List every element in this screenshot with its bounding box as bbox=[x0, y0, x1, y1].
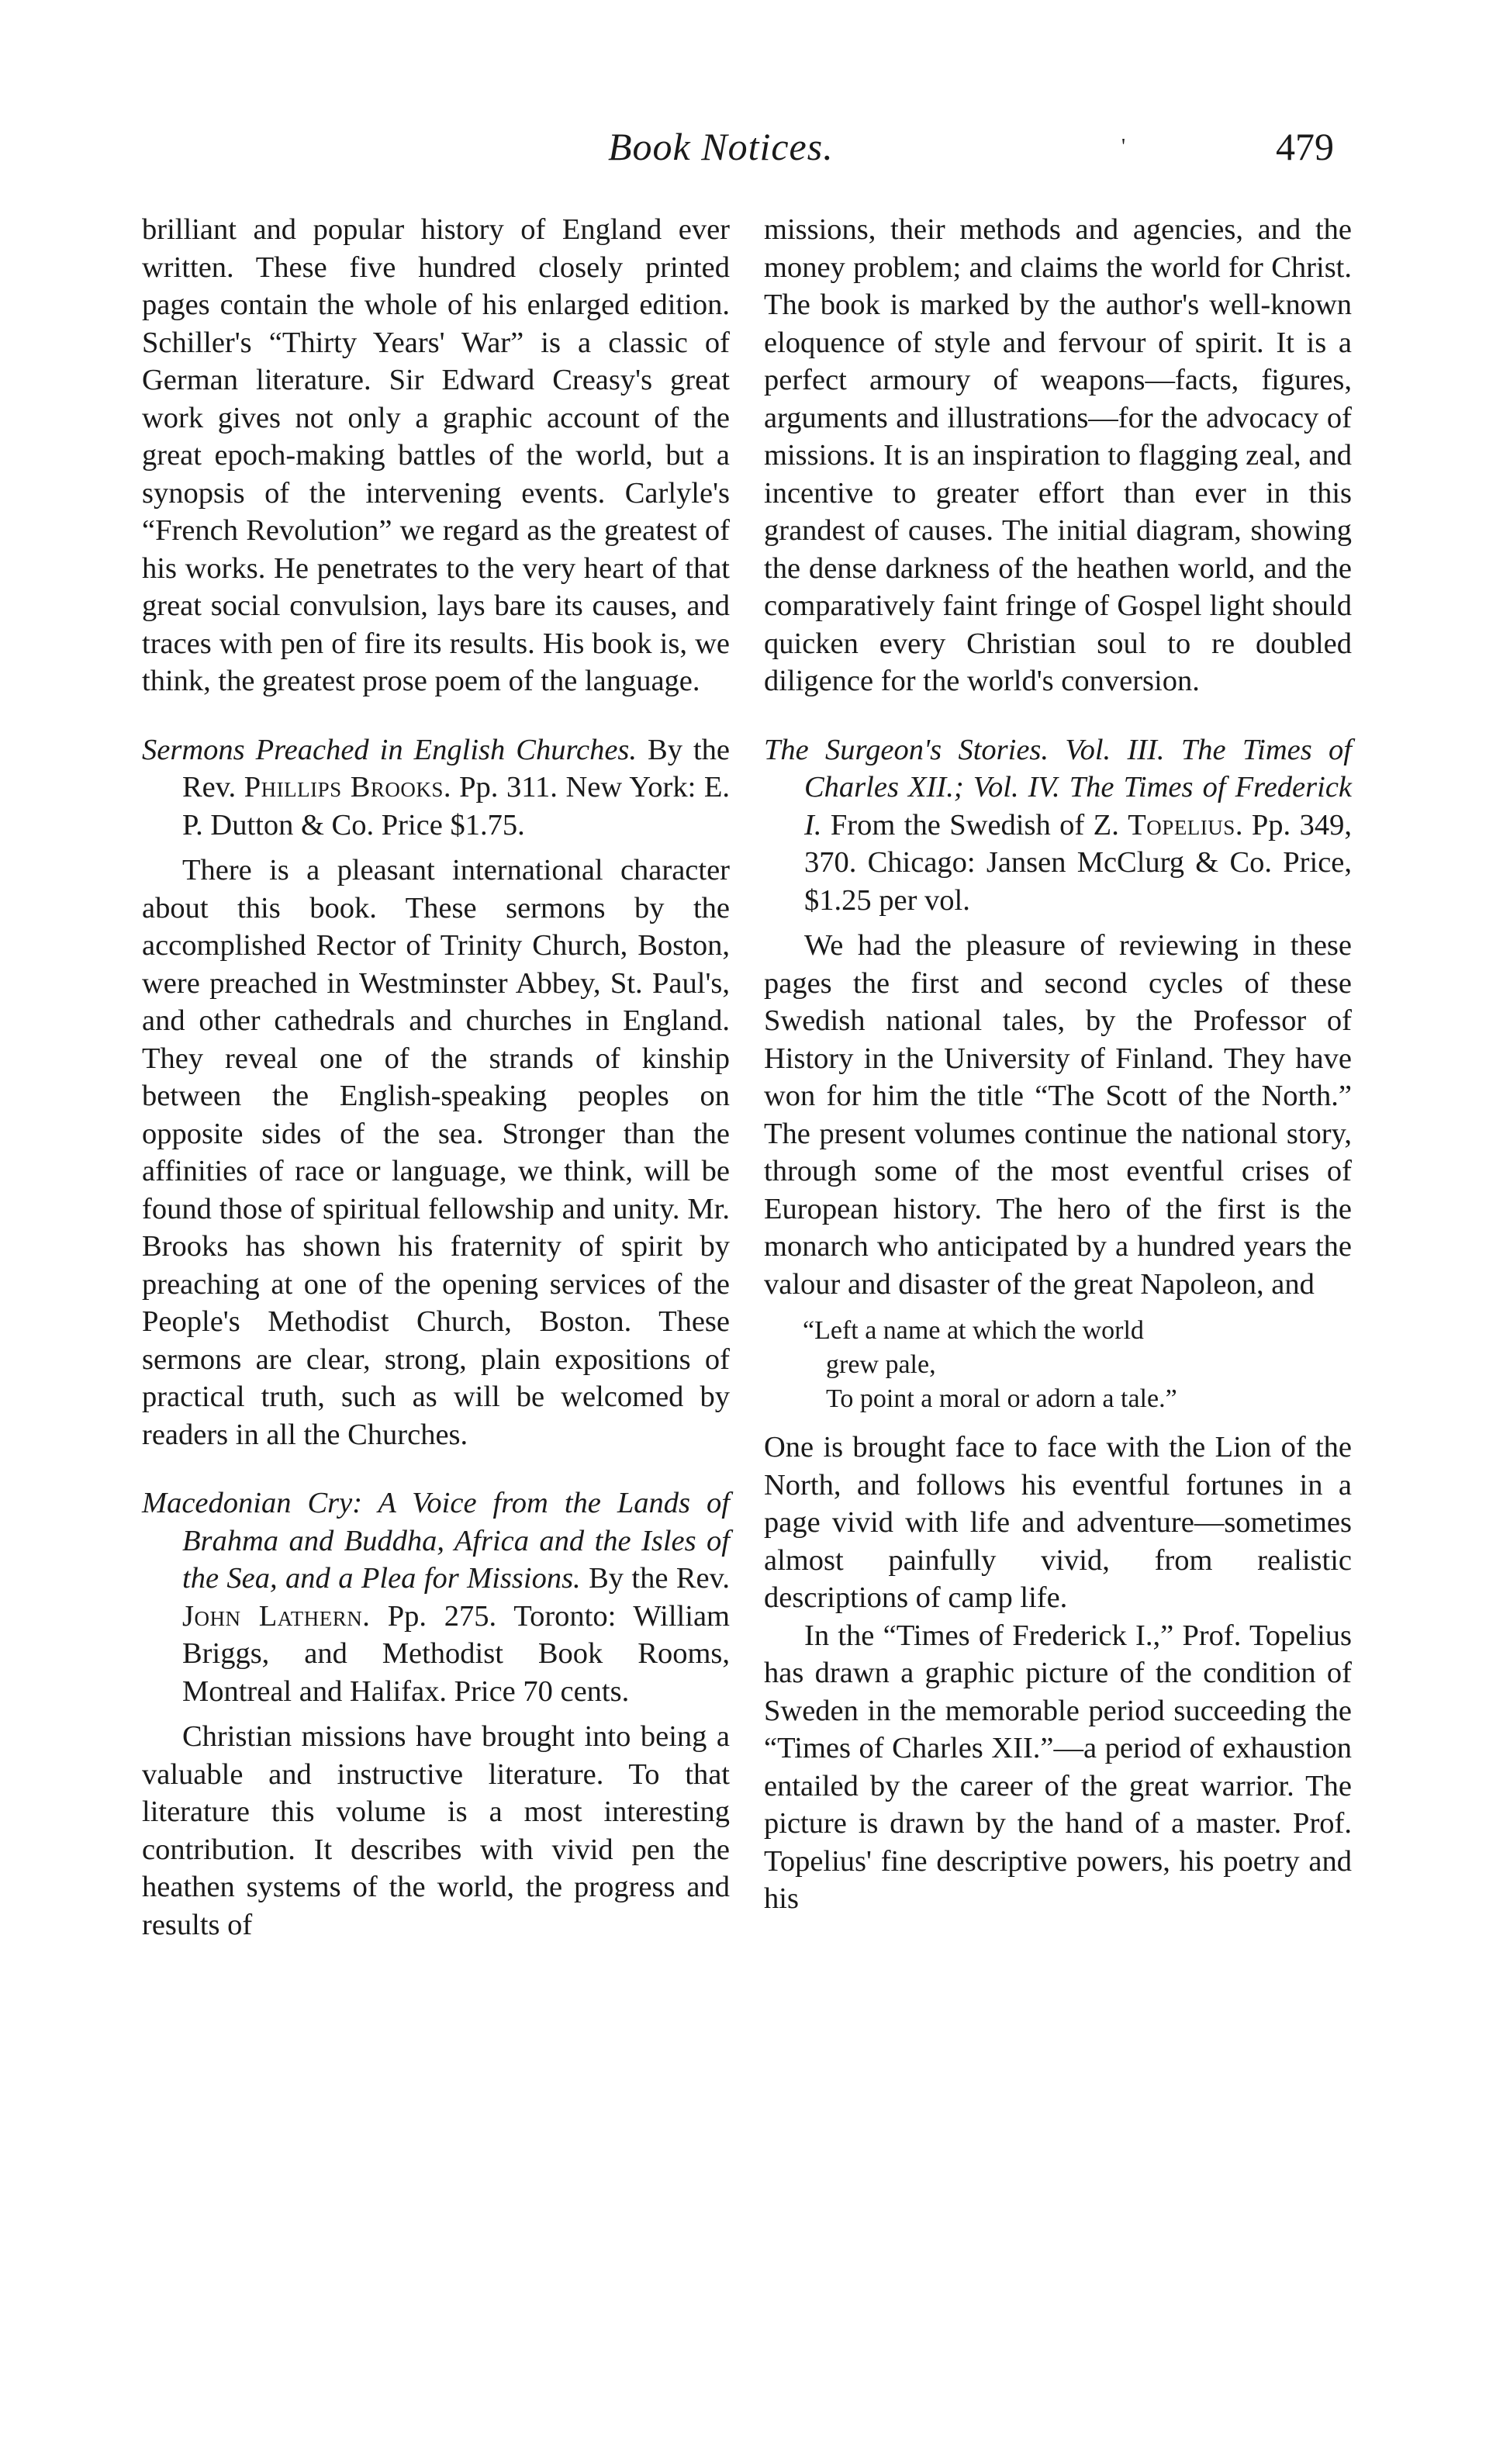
book-review-macedonian: Christian missions have brought into being a valuable and instructive literature. To that literature this volume is a most interesting contribution. It describes with vivid pen the heathen systems of the world, the progress and results of bbox=[142, 1720, 730, 1941]
book-by: By the Rev. bbox=[580, 1562, 730, 1595]
continued-paragraph-right: missions, their methods and agencies, and the money problem; and claims the world for Christ. The book is marked by the author's well-known eloquence of style and fervour of spirit. It is a perfect armoury of weapons—facts, figures, arguments and illustrations—for the advocacy of missions. It is an inspiration to flagging zeal, and incentive to greater effort than ever in this grandest of causes. The initial diagram, showing the dense darkness of the heathen world, and the comparatively faint fringe of Gospel light should quicken every Christian soul to re doubled diligence for the world's conversion. bbox=[764, 213, 1352, 697]
book-review-surgeon-part2: One is brought face to face with the Lion of the North, and follows his eventful fortunes in a page vivid with life and adventure—sometimes almost painfully vivid, from realistic descriptions of camp life. bbox=[764, 1431, 1352, 1614]
page-number: 479 bbox=[1276, 125, 1334, 168]
book-review-sermons: There is a pleasant international character about this book. These sermons by the accomplished Rector of Trinity Church, Boston, were preached in Westminster Abbey, St. Paul's, and other cathedrals and churches in England. They reveal one of the strands of kinship between the English-speaking peoples on opposite sides of the sea. Stronger than the affinities of race or language, we think, will be found those of spiritual fellowship and unity. Mr. Brooks has shown his fraternity of spirit by preaching at one of the opening services of the People's Methodist Church, Boston. These sermons are clear, strong, plain expositions of practical truth, such as will be welcomed by readers in all the Churches. bbox=[142, 854, 730, 1451]
right-column bbox=[764, 211, 1352, 1918]
book-details: . Pp. 275. Toronto: William Briggs, and Methodist Book Rooms, Montreal and Halifax. Price 70 cents. bbox=[182, 1599, 730, 1708]
book-author: John Lathern bbox=[182, 1599, 363, 1633]
book-review-surgeon-part3: In the “Times of Frederick I.,” Prof. Topelius has drawn a graphic picture of the condition of Sweden in the memorable period succeeding the “Times of Charles XII.”—a period of exhaustion entailed by the career of the great warrior. The picture is drawn by the hand of a master. Prof. Topelius' fine descriptive powers, his poetry and his bbox=[764, 1619, 1352, 1915]
quote-line: “Left a name at which the world bbox=[803, 1316, 1144, 1345]
quote-line: To point a moral or adorn a tale.” bbox=[826, 1384, 1177, 1413]
continued-paragraph-left: brilliant and popular history of England ever written. These five hundred closely printed pages contain the whole of his enlarged edition. Schiller's “Thirty Years' War” is a classic of German literature. Sir Edward Creasy's great work gives not only a graphic account of the great epoch-making battles of the world, but a synopsis of the intervening events. Carlyle's “French Revolution” we regard as the greatest of his works. He penetrates to the very heart of that great social convulsion, lays bare its causes, and traces with pen of fire its results. His book is, we think, the greatest prose poem of the language. bbox=[142, 213, 730, 697]
left-column bbox=[142, 211, 730, 1944]
book-details: . Pp. 311. New York: E. P. Dutton & Co. Price $1.75. bbox=[182, 771, 730, 841]
book-by: By the Rev. bbox=[182, 733, 730, 803]
section-gap bbox=[142, 700, 730, 731]
section-gap bbox=[764, 700, 1352, 731]
book-from: From the Swedish of Z. bbox=[821, 808, 1128, 841]
header-mark: ' bbox=[1121, 135, 1126, 159]
page-header bbox=[0, 124, 1510, 178]
quote-line: grew pale, bbox=[826, 1350, 936, 1379]
book-details: . Pp. 349, 370. Chicago: Jansen McClurg & Co. Price, $1.25 per vol. bbox=[804, 808, 1352, 917]
book-title: Macedonian Cry: A Voice from the Lands of Brahma and Buddha, Africa and the Isles of the Sea, and a Plea for Missions. bbox=[142, 1487, 730, 1595]
book-entry-sermons-heading bbox=[142, 731, 730, 845]
book-title: The Surgeon's Stories. Vol. III. The Times of Charles XII.; Vol. IV. The Times of Frederick I. bbox=[764, 733, 1352, 841]
book-review-surgeon-part1: We had the pleasure of reviewing in these pages the first and second cycles of these Swedish national tales, by the Professor of History in the University of Finland. They have won for him the title “The Scott of the North.” The present volumes continue the national story, through some of the most eventful crises of European history. The hero of the first is the monarch who anticipated by a hundred years the valour and disaster of the great Napoleon, and bbox=[764, 929, 1352, 1301]
section-gap bbox=[142, 1453, 730, 1484]
verse-quotation bbox=[764, 1314, 1352, 1416]
book-entry-macedonian-heading bbox=[142, 1484, 730, 1710]
book-author: Topelius bbox=[1128, 808, 1235, 841]
running-title: Book Notices. bbox=[608, 125, 834, 168]
book-entry-surgeon-heading bbox=[764, 731, 1352, 920]
book-author: Phillips Brooks bbox=[244, 771, 444, 803]
book-title: Sermons Preached in English Churches. bbox=[142, 733, 638, 766]
